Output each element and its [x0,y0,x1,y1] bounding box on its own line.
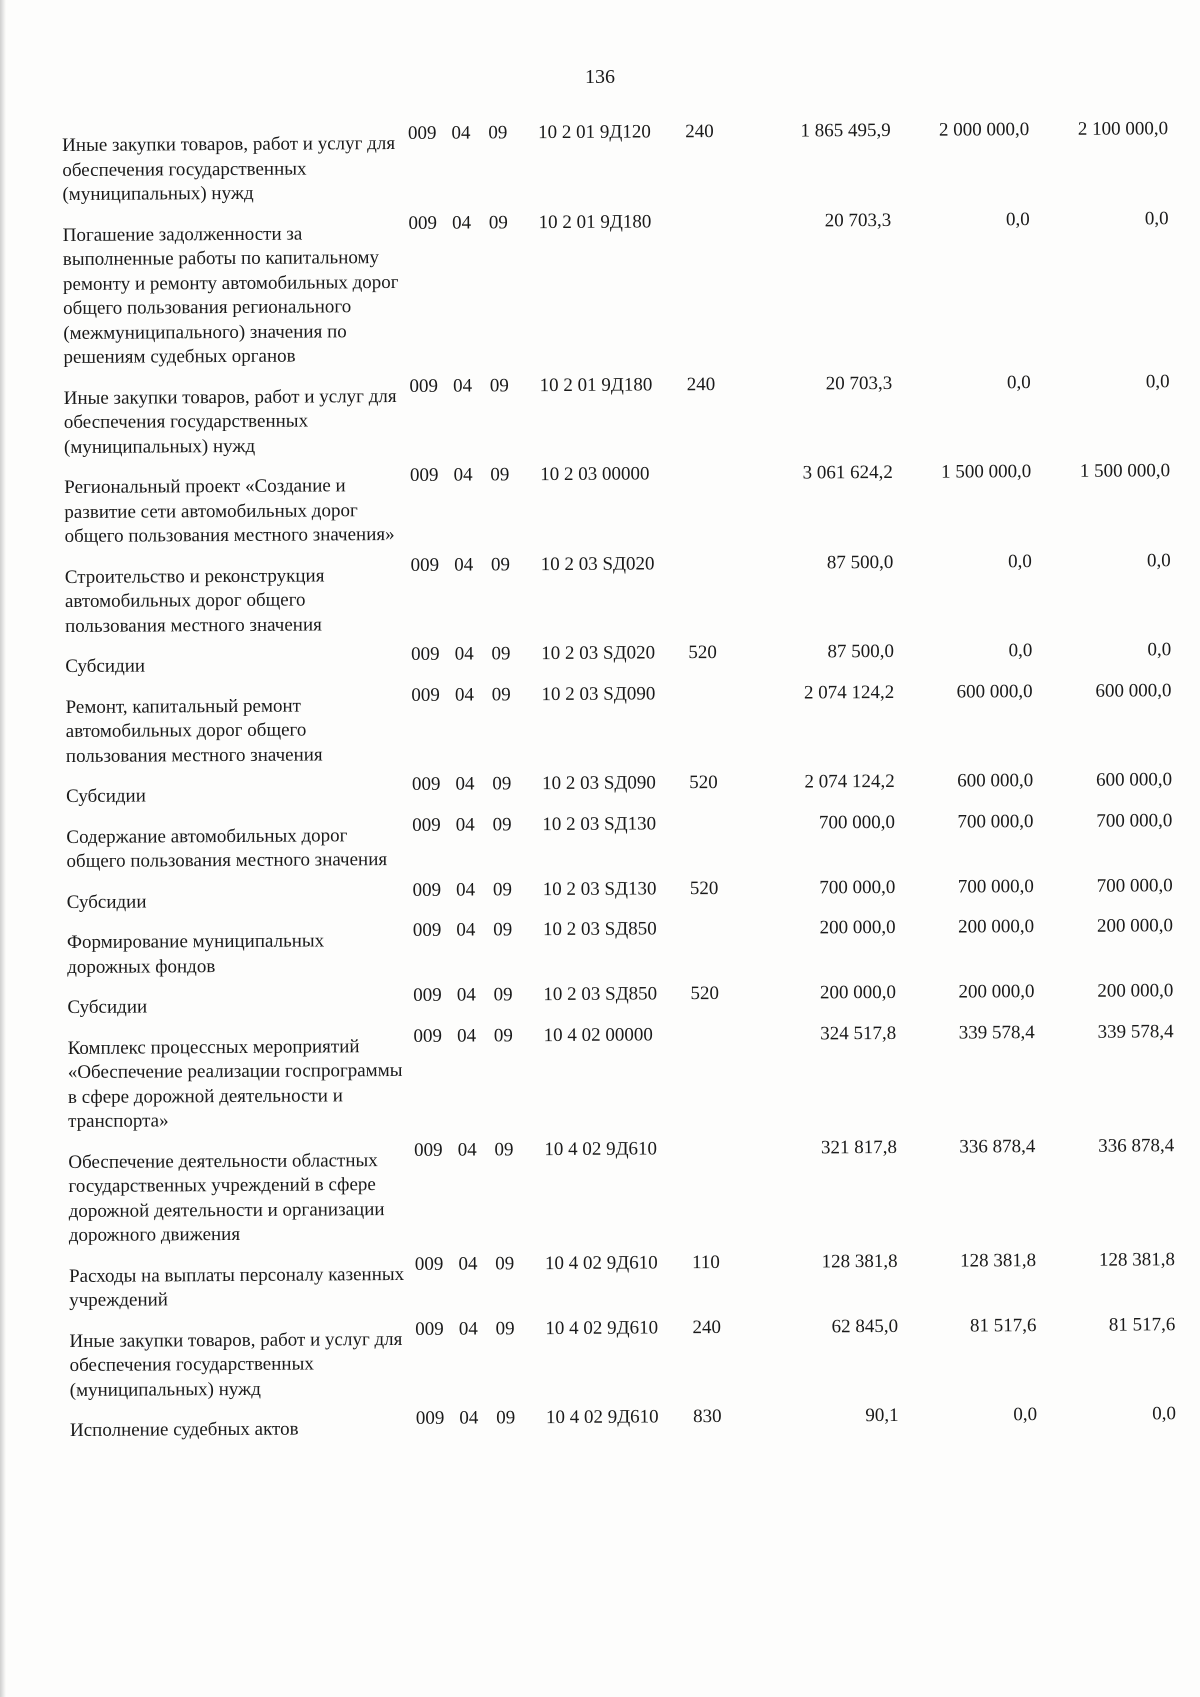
row-amount-year-3: 0,0 [1145,370,1170,392]
row-amount-year-2: 81 517,6 [969,1314,1037,1336]
row-target-article: 10 2 03 SД850 [542,918,657,941]
row-section-code: 04 [454,643,474,665]
row-ved-code: 009 [409,464,439,486]
row-expense-type [691,1020,746,1134]
row-subsection-code: 09 [488,122,508,144]
row-ved-code: 009 [414,1253,444,1275]
row-section-code: 04 [456,919,476,941]
row-section-code: 04 [453,375,473,397]
row-amount-year-1: 700 000,0 [818,811,896,833]
row-amount-year-2: 0,0 [1008,550,1032,572]
row-section-code: 04 [456,878,476,901]
row-ved-code: 009 [411,773,441,795]
row-name: Строительство и реконструкция автомобильных дорог общего пользования местного значения [64,564,325,637]
row-name: Иные закупки товаров, работ и услуг для обеспечения государственных (муниципальных) нужд [69,1328,403,1401]
budget-table [62,115,1180,1447]
row-ved-code: 009 [415,1407,445,1429]
row-amount-year-3: 700 000,0 [1096,809,1173,832]
budget-table-body [62,115,1180,1447]
row-ved-code: 009 [412,919,442,941]
row-subsection-code: 09 [491,683,511,705]
row-subsection-code: 09 [491,643,511,665]
table-row [64,457,1175,553]
row-amount-year-3: 0,0 [1152,1403,1176,1425]
row-ved-code: 009 [410,554,440,576]
table-row [69,1311,1180,1407]
row-amount-year-2: 0,0 [1008,640,1033,662]
row-subsection-code: 09 [493,919,513,941]
scan-edge-shadow [0,0,6,1697]
row-section-code: 04 [456,1024,477,1047]
row-amount-year-1: 200 000,0 [819,981,897,1004]
row-amount-year-2: 1 500 000,0 [940,461,1032,483]
row-target-article: 10 2 03 SД090 [541,772,656,795]
row-ved-code: 009 [412,814,441,836]
row-amount-year-1: 62 845,0 [831,1315,899,1337]
row-expense-type: 240 [692,1316,722,1338]
row-expense-type: 520 [688,642,717,664]
row-amount-year-1: 324 517,8 [820,1022,897,1044]
row-amount-year-3: 336 878,4 [1098,1134,1175,1157]
row-amount-year-1: 2 074 124,2 [804,770,895,793]
table-row [68,1018,1179,1139]
row-expense-type [689,679,744,769]
row-amount-year-1: 2 074 124,2 [803,681,895,703]
row-subsection-code: 09 [492,813,512,835]
row-subsection-code: 09 [494,1138,514,1160]
row-target-article: 10 2 01 9Д180 [539,373,653,396]
row-target-article: 10 2 03 SД020 [540,552,655,575]
row-section-code: 04 [453,464,473,486]
page-number: 136 [585,66,615,88]
row-section-code: 04 [455,813,475,836]
row-ved-code: 009 [411,684,440,706]
table-row [65,547,1176,643]
row-section-code: 04 [452,212,472,234]
row-ved-code: 009 [415,1318,444,1340]
row-expense-type: 110 [692,1251,720,1273]
row-target-article: 10 2 03 SД020 [541,642,656,665]
table-row [63,205,1174,375]
row-subsection-code: 09 [493,1024,513,1046]
row-amount-year-2: 0,0 [1006,371,1031,393]
row-expense-type [688,549,743,639]
row-expense-type: 830 [692,1405,722,1428]
row-subsection-code: 09 [496,1407,516,1429]
row-amount-year-3: 339 578,4 [1097,1020,1174,1043]
row-name: Субсидии [66,785,146,807]
row-amount-year-1: 200 000,0 [819,916,896,939]
row-amount-year-2: 600 000,0 [956,680,1033,703]
row-subsection-code: 09 [495,1317,515,1339]
row-amount-year-2: 200 000,0 [957,916,1035,938]
row-section-code: 04 [454,683,475,706]
row-target-article: 10 2 03 SД850 [543,983,658,1006]
table-row [67,912,1177,984]
row-name: Иные закупки товаров, работ и услуг для обеспечения государственных (муниципальных) нужд [63,385,397,458]
row-expense-type: 520 [689,877,719,899]
row-section-code: 04 [457,1138,477,1161]
row-target-article: 10 4 02 9Д610 [545,1406,659,1429]
row-target-article: 10 4 02 00000 [543,1023,653,1046]
table-row [65,677,1176,773]
row-amount-year-3: 600 000,0 [1095,679,1172,702]
row-subsection-code: 09 [488,211,508,233]
row-amount-year-2: 200 000,0 [958,981,1035,1003]
row-amount-year-3: 1 500 000,0 [1079,460,1171,482]
row-name: Иные закупки товаров, работ и услуг для обеспечения государственных (муниципальных) нужд [62,132,396,205]
table-row [66,766,1176,813]
row-ved-code: 009 [412,879,442,901]
row-expense-type [686,207,741,370]
row-ved-code: 009 [409,375,439,397]
row-amount-year-2: 0,0 [1013,1404,1038,1426]
table-row [67,872,1177,919]
row-name: Региональный проект «Создание и развитие сети автомобильных дорог общего пользования местного значения» [64,475,395,547]
row-amount-year-3: 0,0 [1147,639,1172,661]
row-ved-code: 009 [413,1025,443,1047]
row-ved-code: 009 [414,1139,443,1161]
row-section-code: 04 [455,773,475,795]
row-amount-year-1: 20 703,3 [825,372,893,394]
row-expense-type [689,809,743,874]
row-target-article: 10 2 03 SД130 [542,812,657,835]
row-amount-year-3: 200 000,0 [1097,980,1174,1002]
row-name: Ремонт, капитальный ремонт автомобильных дорог общего пользования местного значения [65,695,323,767]
row-expense-type [691,1134,746,1248]
row-amount-year-1: 1 865 495,9 [800,119,891,142]
row-name: Формирование муниципальных дорожных фондов [66,930,325,978]
row-subsection-code: 09 [490,553,511,575]
row-amount-year-3: 600 000,0 [1095,769,1173,791]
row-ved-code: 009 [413,984,442,1006]
row-amount-year-3: 0,0 [1146,549,1171,571]
table-row [68,1132,1179,1253]
row-target-article: 10 2 03 SД090 [541,682,656,705]
row-name: Обеспечение деятельности областных государственных учреждений в сфере дорожной деятельности и организации дорожного движения [68,1149,385,1246]
row-amount-year-1: 87 500,0 [827,640,894,663]
row-target-article: 10 4 02 9Д610 [544,1137,658,1160]
row-amount-year-1: 87 500,0 [826,551,894,573]
row-amount-year-1: 321 817,8 [820,1136,897,1158]
row-name: Погашение задолженности за выполненные работы по капитальному ремонту и ремонту автомобильных дорог общего пользования регионального (межмуниципального) значения по решениям судебных органов [62,223,399,368]
row-subsection-code: 09 [489,374,509,396]
row-section-code: 04 [451,122,471,144]
row-amount-year-1: 128 381,8 [821,1250,898,1272]
row-name: Содержание автомобильных дорог общего пользования местного значения [66,824,388,872]
row-target-article: 10 2 03 SД130 [542,877,657,900]
row-expense-type: 520 [690,983,720,1005]
row-name: Субсидии [66,890,147,913]
table-row [70,1400,1180,1447]
row-expense-type [690,915,744,980]
row-amount-year-2: 339 578,4 [958,1021,1035,1044]
table-row [64,368,1175,464]
row-target-article: 10 2 01 9Д120 [538,121,651,144]
row-name: Субсидии [67,996,148,1018]
row-target-article: 10 2 01 9Д180 [538,210,652,233]
row-target-article: 10 2 03 00000 [540,463,650,486]
row-target-article: 10 4 02 9Д610 [545,1316,659,1339]
row-amount-year-3: 81 517,6 [1108,1313,1176,1336]
row-subsection-code: 09 [492,878,512,900]
row-expense-type [687,460,742,550]
row-ved-code: 009 [411,643,440,665]
row-section-code: 04 [458,1252,478,1275]
table-row [65,636,1175,683]
row-amount-year-2: 700 000,0 [957,810,1034,833]
row-amount-year-1: 3 061 624,2 [802,461,893,484]
row-subsection-code: 09 [495,1252,515,1274]
row-amount-year-1: 700 000,0 [819,876,896,898]
row-section-code: 04 [459,1407,479,1429]
table-row [69,1246,1179,1318]
row-subsection-code: 09 [493,984,513,1006]
row-amount-year-2: 600 000,0 [957,770,1034,792]
row-amount-year-2: 336 878,4 [959,1135,1036,1158]
row-amount-year-2: 700 000,0 [957,875,1034,898]
row-name: Исполнение судебных актов [69,1418,299,1441]
row-target-article: 10 4 02 9Д610 [544,1251,658,1274]
row-expense-type: 520 [689,772,718,794]
row-section-code: 04 [454,553,474,576]
row-amount-year-2: 128 381,8 [960,1249,1037,1272]
table-row [62,115,1173,211]
row-subsection-code: 09 [492,773,512,795]
row-section-code: 04 [458,1317,478,1340]
row-expense-type: 240 [686,373,716,395]
row-section-code: 04 [456,984,476,1006]
row-amount-year-1: 20 703,3 [824,209,892,231]
table-row [66,807,1176,879]
row-amount-year-3: 128 381,8 [1098,1248,1176,1271]
row-amount-year-3: 700 000,0 [1096,874,1173,897]
row-name: Субсидии [65,655,146,677]
row-amount-year-3: 2 100 000,0 [1077,118,1169,140]
row-amount-year-2: 0,0 [1005,208,1030,230]
row-ved-code: 009 [408,212,438,234]
row-expense-type: 240 [685,121,714,143]
row-name: Расходы на выплаты персоналу казенных учреждений [68,1263,405,1311]
row-subsection-code: 09 [490,464,510,486]
row-amount-year-1: 90,1 [865,1404,899,1427]
row-name: Комплекс процессных мероприятий «Обеспечение реализации госпрограммы в сфере дорожной деятельности и транспорта» [67,1035,403,1132]
row-ved-code: 009 [407,122,437,144]
row-amount-year-3: 0,0 [1144,207,1169,229]
table-row [67,977,1177,1024]
row-amount-year-3: 200 000,0 [1096,915,1173,937]
row-amount-year-2: 2 000 000,0 [938,119,1030,141]
